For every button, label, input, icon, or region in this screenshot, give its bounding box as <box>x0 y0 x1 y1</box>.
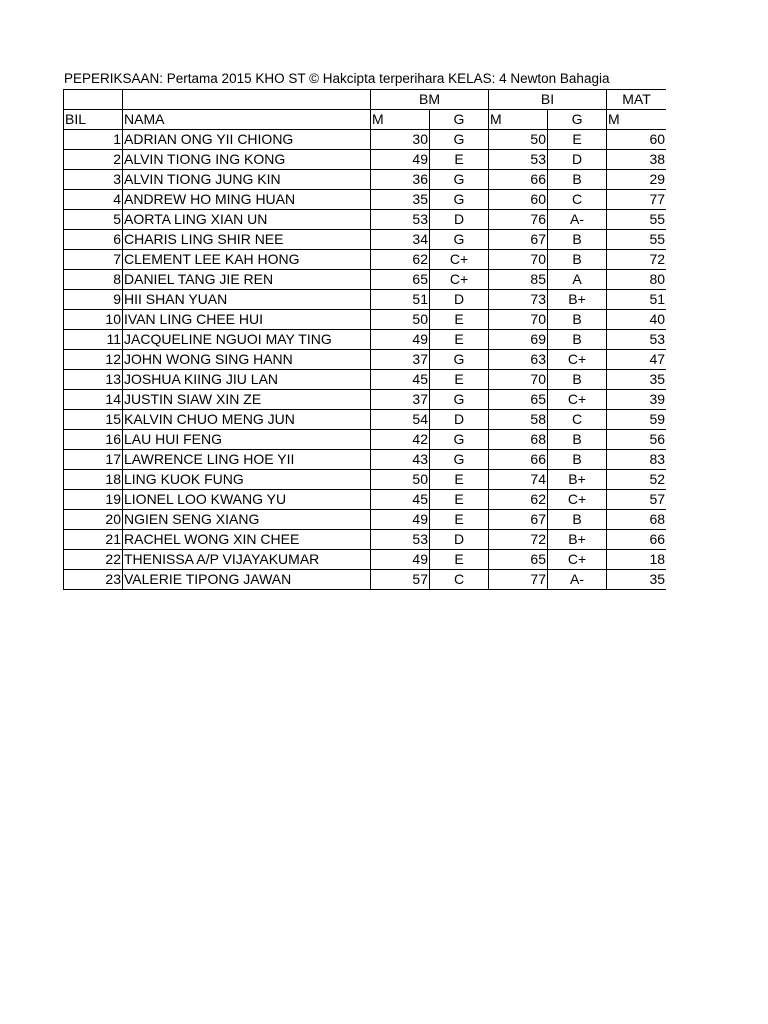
cell-bil: 9 <box>64 290 123 310</box>
cell-bil: 12 <box>64 350 123 370</box>
cell-bm-grade: G <box>430 130 489 150</box>
cell-bm-grade: D <box>430 530 489 550</box>
table-row <box>64 350 667 370</box>
cell-nama: JOSHUA KIING JIU LAN <box>123 370 371 390</box>
cell-bm-mark: 49 <box>371 150 430 170</box>
cell-bi-grade: C+ <box>548 390 607 410</box>
cell-bil: 11 <box>64 330 123 350</box>
cell-bm-grade: E <box>430 470 489 490</box>
cell-mat-mark: 80 <box>607 270 666 290</box>
cell-nama: LAWRENCE LING HOE YII <box>123 450 371 470</box>
cell-bi-grade: E <box>548 130 607 150</box>
cell-bm-mark: 30 <box>371 130 430 150</box>
cell-bil: 20 <box>64 510 123 530</box>
table-row <box>64 270 667 290</box>
cell-bi-grade: B <box>548 510 607 530</box>
cell-bi-mark: 53 <box>489 150 548 170</box>
cell-mat-mark: 77 <box>607 190 666 210</box>
cell-mat-mark: 68 <box>607 510 666 530</box>
cell-nama: ANDREW HO MING HUAN <box>123 190 371 210</box>
cell-nama: RACHEL WONG XIN CHEE <box>123 530 371 550</box>
cell-bi-mark: 68 <box>489 430 548 450</box>
table-row <box>64 310 667 330</box>
cell-bm-mark: 45 <box>371 370 430 390</box>
table-row <box>64 410 667 430</box>
cell-bm-mark: 49 <box>371 550 430 570</box>
cell-bil: 5 <box>64 210 123 230</box>
table-row <box>64 470 667 490</box>
cell-nama: JACQUELINE NGUOI MAY TING <box>123 330 371 350</box>
cell-bm-grade: D <box>430 290 489 310</box>
cell-bm-grade: G <box>430 430 489 450</box>
cell-bm-grade: E <box>430 310 489 330</box>
cell-bm-mark: 37 <box>371 390 430 410</box>
table-row <box>64 150 667 170</box>
cell-bi-grade: A- <box>548 210 607 230</box>
cell-bm-mark: 34 <box>371 230 430 250</box>
cell-mat-mark: 57 <box>607 490 666 510</box>
cell-bil: 14 <box>64 390 123 410</box>
cell-bi-mark: 76 <box>489 210 548 230</box>
table-row <box>64 170 667 190</box>
cell-mat-mark: 55 <box>607 230 666 250</box>
exam-results-sheet <box>63 68 666 590</box>
header-subject-mat: MAT <box>607 90 666 110</box>
table-row <box>64 550 667 570</box>
cell-nama: JUSTIN SIAW XIN ZE <box>123 390 371 410</box>
table-row <box>64 330 667 350</box>
cell-nama: LIONEL LOO KWANG YU <box>123 490 371 510</box>
cell-bi-mark: 72 <box>489 530 548 550</box>
cell-mat-mark: 51 <box>607 290 666 310</box>
cell-bil: 3 <box>64 170 123 190</box>
cell-mat-mark: 55 <box>607 210 666 230</box>
header-mat-mark: M <box>607 110 666 130</box>
cell-bi-grade: B+ <box>548 290 607 310</box>
header-blank-nama <box>123 90 371 110</box>
cell-mat-mark: 38 <box>607 150 666 170</box>
cell-nama: AORTA LING XIAN UN <box>123 210 371 230</box>
cell-bi-mark: 70 <box>489 250 548 270</box>
cell-bm-mark: 50 <box>371 310 430 330</box>
cell-bil: 19 <box>64 490 123 510</box>
results-table <box>63 89 666 590</box>
cell-bm-mark: 54 <box>371 410 430 430</box>
cell-bil: 17 <box>64 450 123 470</box>
cell-bm-mark: 57 <box>371 570 430 590</box>
cell-bi-mark: 77 <box>489 570 548 590</box>
cell-bm-mark: 49 <box>371 330 430 350</box>
cell-nama: NGIEN SENG XIANG <box>123 510 371 530</box>
cell-nama: THENISSA A/P VIJAYAKUMAR <box>123 550 371 570</box>
cell-nama: CLEMENT LEE KAH HONG <box>123 250 371 270</box>
table-row <box>64 530 667 550</box>
cell-bi-mark: 60 <box>489 190 548 210</box>
cell-bi-grade: C <box>548 410 607 430</box>
cell-bm-grade: E <box>430 330 489 350</box>
cell-nama: HII SHAN YUAN <box>123 290 371 310</box>
cell-nama: CHARIS LING SHIR NEE <box>123 230 371 250</box>
cell-mat-mark: 18 <box>607 550 666 570</box>
results-table-body <box>64 90 667 590</box>
cell-bi-mark: 67 <box>489 230 548 250</box>
cell-bil: 16 <box>64 430 123 450</box>
cell-mat-mark: 53 <box>607 330 666 350</box>
table-row <box>64 210 667 230</box>
cell-nama: JOHN WONG SING HANN <box>123 350 371 370</box>
cell-nama: VALERIE TIPONG JAWAN <box>123 570 371 590</box>
cell-bi-mark: 85 <box>489 270 548 290</box>
table-row <box>64 230 667 250</box>
cell-bi-grade: B <box>548 370 607 390</box>
cell-bi-grade: B <box>548 230 607 250</box>
cell-bil: 23 <box>64 570 123 590</box>
header-blank-bil <box>64 90 123 110</box>
cell-bi-grade: B+ <box>548 470 607 490</box>
table-row <box>64 570 667 590</box>
cell-bm-mark: 53 <box>371 530 430 550</box>
header-bm-mark: M <box>371 110 430 130</box>
cell-bi-mark: 70 <box>489 370 548 390</box>
cell-bil: 18 <box>64 470 123 490</box>
cell-bm-grade: E <box>430 150 489 170</box>
cell-mat-mark: 72 <box>607 250 666 270</box>
cell-bil: 1 <box>64 130 123 150</box>
cell-bm-grade: D <box>430 410 489 430</box>
cell-bil: 6 <box>64 230 123 250</box>
cell-bm-grade: E <box>430 370 489 390</box>
cell-bi-mark: 70 <box>489 310 548 330</box>
cell-bil: 10 <box>64 310 123 330</box>
cell-bm-mark: 37 <box>371 350 430 370</box>
header-subject-bm: BM <box>371 90 489 110</box>
cell-bm-mark: 62 <box>371 250 430 270</box>
header-bi-mark: M <box>489 110 548 130</box>
header-subject-bi: BI <box>489 90 607 110</box>
cell-nama: LING KUOK FUNG <box>123 470 371 490</box>
cell-bm-grade: G <box>430 390 489 410</box>
cell-bi-grade: B <box>548 170 607 190</box>
header-bil: BIL <box>64 110 123 130</box>
cell-mat-mark: 56 <box>607 430 666 450</box>
table-row <box>64 250 667 270</box>
cell-bi-grade: C+ <box>548 550 607 570</box>
cell-bi-mark: 63 <box>489 350 548 370</box>
cell-bm-mark: 35 <box>371 190 430 210</box>
cell-bil: 15 <box>64 410 123 430</box>
cell-bm-mark: 42 <box>371 430 430 450</box>
sheet-title: PEPERIKSAAN: Pertama 2015 KHO ST © Hakcipta terperihara KELAS: 4 Newton Bahagia <box>64 71 610 86</box>
cell-bi-grade: C <box>548 190 607 210</box>
cell-bil: 13 <box>64 370 123 390</box>
cell-mat-mark: 59 <box>607 410 666 430</box>
cell-mat-mark: 47 <box>607 350 666 370</box>
cell-bil: 8 <box>64 270 123 290</box>
table-row <box>64 490 667 510</box>
table-row <box>64 190 667 210</box>
cell-bm-mark: 51 <box>371 290 430 310</box>
cell-bi-mark: 66 <box>489 450 548 470</box>
header-bm-grade: G <box>430 110 489 130</box>
cell-mat-mark: 66 <box>607 530 666 550</box>
cell-bm-grade: G <box>430 170 489 190</box>
cell-nama: ADRIAN ONG YII CHIONG <box>123 130 371 150</box>
cell-bi-grade: A <box>548 270 607 290</box>
cell-nama: IVAN LING CHEE HUI <box>123 310 371 330</box>
cell-bi-grade: B <box>548 430 607 450</box>
cell-bm-grade: E <box>430 490 489 510</box>
cell-nama: ALVIN TIONG ING KONG <box>123 150 371 170</box>
cell-bm-grade: C+ <box>430 270 489 290</box>
header-row-subjects <box>64 90 667 110</box>
cell-bi-grade: D <box>548 150 607 170</box>
header-bi-grade: G <box>548 110 607 130</box>
cell-bm-grade: G <box>430 190 489 210</box>
table-row <box>64 450 667 470</box>
cell-bil: 21 <box>64 530 123 550</box>
cell-nama: ALVIN TIONG JUNG KIN <box>123 170 371 190</box>
cell-bi-grade: B <box>548 250 607 270</box>
cell-bm-mark: 53 <box>371 210 430 230</box>
cell-bm-grade: E <box>430 510 489 530</box>
cell-bil: 22 <box>64 550 123 570</box>
header-nama: NAMA <box>123 110 371 130</box>
cell-bm-mark: 36 <box>371 170 430 190</box>
cell-bi-grade: C+ <box>548 490 607 510</box>
cell-bm-grade: G <box>430 450 489 470</box>
table-row <box>64 290 667 310</box>
cell-nama: KALVIN CHUO MENG JUN <box>123 410 371 430</box>
cell-mat-mark: 39 <box>607 390 666 410</box>
cell-bm-mark: 65 <box>371 270 430 290</box>
cell-bi-grade: A- <box>548 570 607 590</box>
cell-bi-mark: 58 <box>489 410 548 430</box>
cell-bi-mark: 66 <box>489 170 548 190</box>
cell-bi-mark: 65 <box>489 390 548 410</box>
cell-bi-mark: 65 <box>489 550 548 570</box>
cell-mat-mark: 35 <box>607 570 666 590</box>
cell-bil: 4 <box>64 190 123 210</box>
cell-bm-grade: C <box>430 570 489 590</box>
cell-bm-grade: G <box>430 230 489 250</box>
cell-bi-mark: 73 <box>489 290 548 310</box>
cell-mat-mark: 83 <box>607 450 666 470</box>
cell-bm-mark: 50 <box>371 470 430 490</box>
cell-bi-mark: 67 <box>489 510 548 530</box>
cell-bi-grade: B <box>548 450 607 470</box>
header-row-columns <box>64 110 667 130</box>
cell-bi-grade: B <box>548 310 607 330</box>
cell-bil: 2 <box>64 150 123 170</box>
cell-bm-grade: G <box>430 350 489 370</box>
cell-bil: 7 <box>64 250 123 270</box>
cell-mat-mark: 35 <box>607 370 666 390</box>
table-row <box>64 370 667 390</box>
cell-bm-mark: 43 <box>371 450 430 470</box>
cell-mat-mark: 52 <box>607 470 666 490</box>
table-row <box>64 130 667 150</box>
cell-nama: DANIEL TANG JIE REN <box>123 270 371 290</box>
cell-bi-mark: 50 <box>489 130 548 150</box>
table-row <box>64 430 667 450</box>
cell-bm-grade: C+ <box>430 250 489 270</box>
cell-bi-grade: B+ <box>548 530 607 550</box>
cell-mat-mark: 29 <box>607 170 666 190</box>
cell-bi-mark: 69 <box>489 330 548 350</box>
table-row <box>64 510 667 530</box>
cell-bm-mark: 49 <box>371 510 430 530</box>
cell-bi-mark: 74 <box>489 470 548 490</box>
cell-nama: LAU HUI FENG <box>123 430 371 450</box>
cell-mat-mark: 60 <box>607 130 666 150</box>
cell-bm-mark: 45 <box>371 490 430 510</box>
cell-bm-grade: E <box>430 550 489 570</box>
table-row <box>64 390 667 410</box>
cell-bi-grade: B <box>548 330 607 350</box>
cell-bi-grade: C+ <box>548 350 607 370</box>
cell-bm-grade: D <box>430 210 489 230</box>
cell-bi-mark: 62 <box>489 490 548 510</box>
cell-mat-mark: 40 <box>607 310 666 330</box>
